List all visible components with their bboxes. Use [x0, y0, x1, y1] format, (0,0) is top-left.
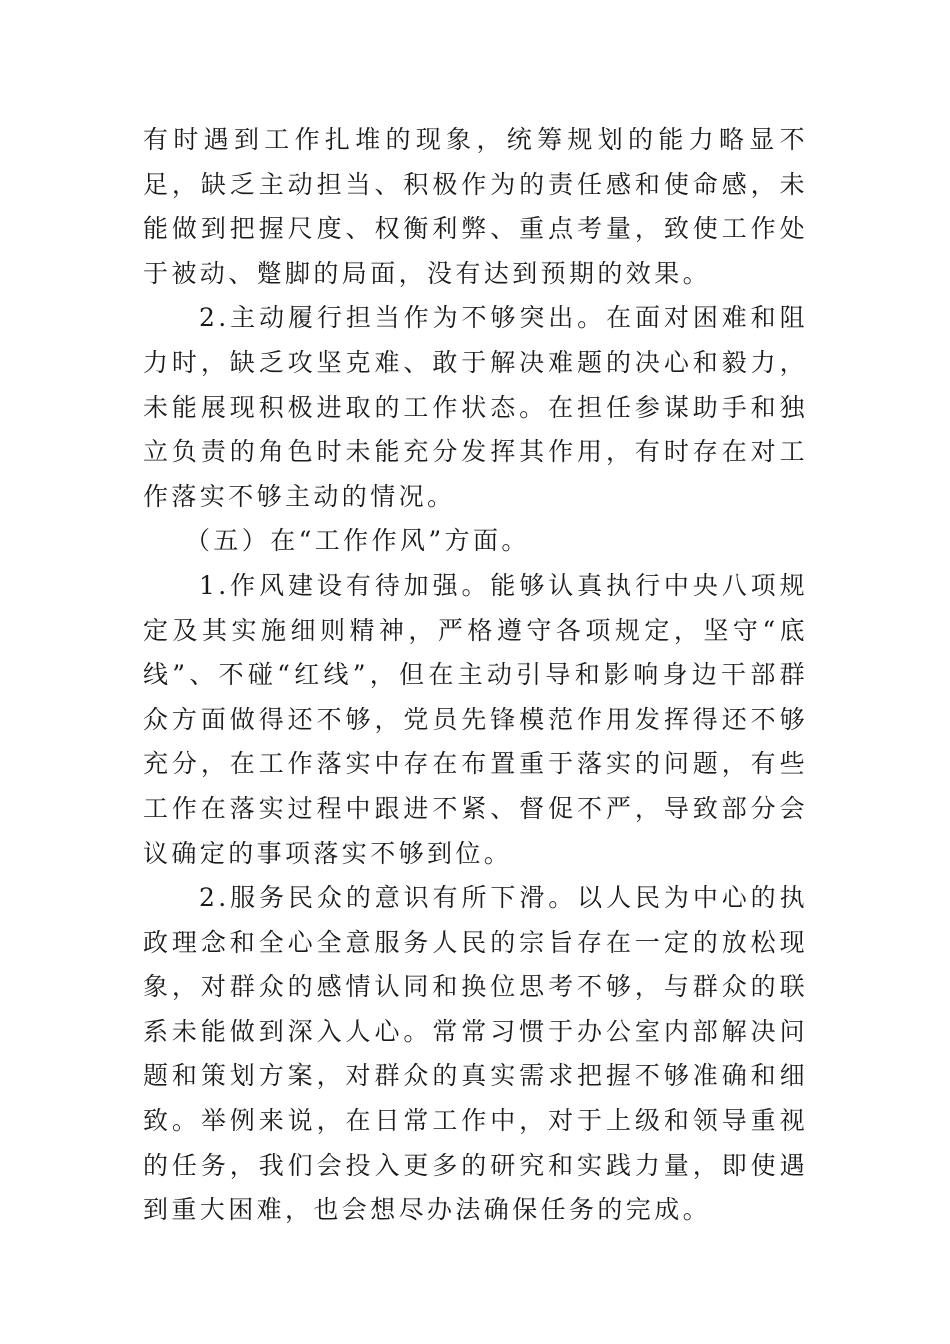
paragraph-initiative-responsibility: 2.主动履行担当作为不够突出。在面对困难和阻力时，缺乏攻坚克难、敢于解决难题的决心和毅力，未能展现积极进取的工作状态。在担任参谋助手和独立负责的角色时未能充分发挥其作用，有时存在对工作落实不够主动的情况。	[143, 303, 808, 511]
continued-paragraph: 有时遇到工作扎堆的现象，统筹规划的能力略显不足，缺乏主动担当、积极作为的责任感和使命感，未能做到把握尺度、权衡利弊、重点考量，致使工作处于被动、蹩脚的局面，没有达到预期的效果。	[143, 125, 808, 288]
document-body	[143, 118, 808, 1233]
paragraph-service-awareness: 2.服务民众的意识有所下滑。以人民为中心的执政理念和全心全意服务人民的宗旨存在一定的放松现象，对群众的感情认同和换位思考不够，与群众的联系未能做到深入人心。常常习惯于办公室内部解决问题和策划方案，对群众的真实需求把握不够准确和细致。举例来说，在日常工作中，对于上级和领导重视的任务，我们会投入更多的研究和实践力量，即使遇到重大困难，也会想尽办法确保任务的完成。	[143, 883, 808, 1225]
paragraph-style-building: 1.作风建设有待加强。能够认真执行中央八项规定及其实施细则精神，严格遵守各项规定，坚守“底线”、不碰“红线”，但在主动引导和影响身边干部群众方面做得还不够，党员先锋模范作用发挥得还不够充分，在工作落实中存在布置重于落实的问题，有些工作在落实过程中跟进不紧、督促不严，导致部分会议确定的事项落实不够到位。	[143, 570, 808, 868]
section-heading-work-style: （五）在“工作作风”方面。	[185, 526, 530, 556]
